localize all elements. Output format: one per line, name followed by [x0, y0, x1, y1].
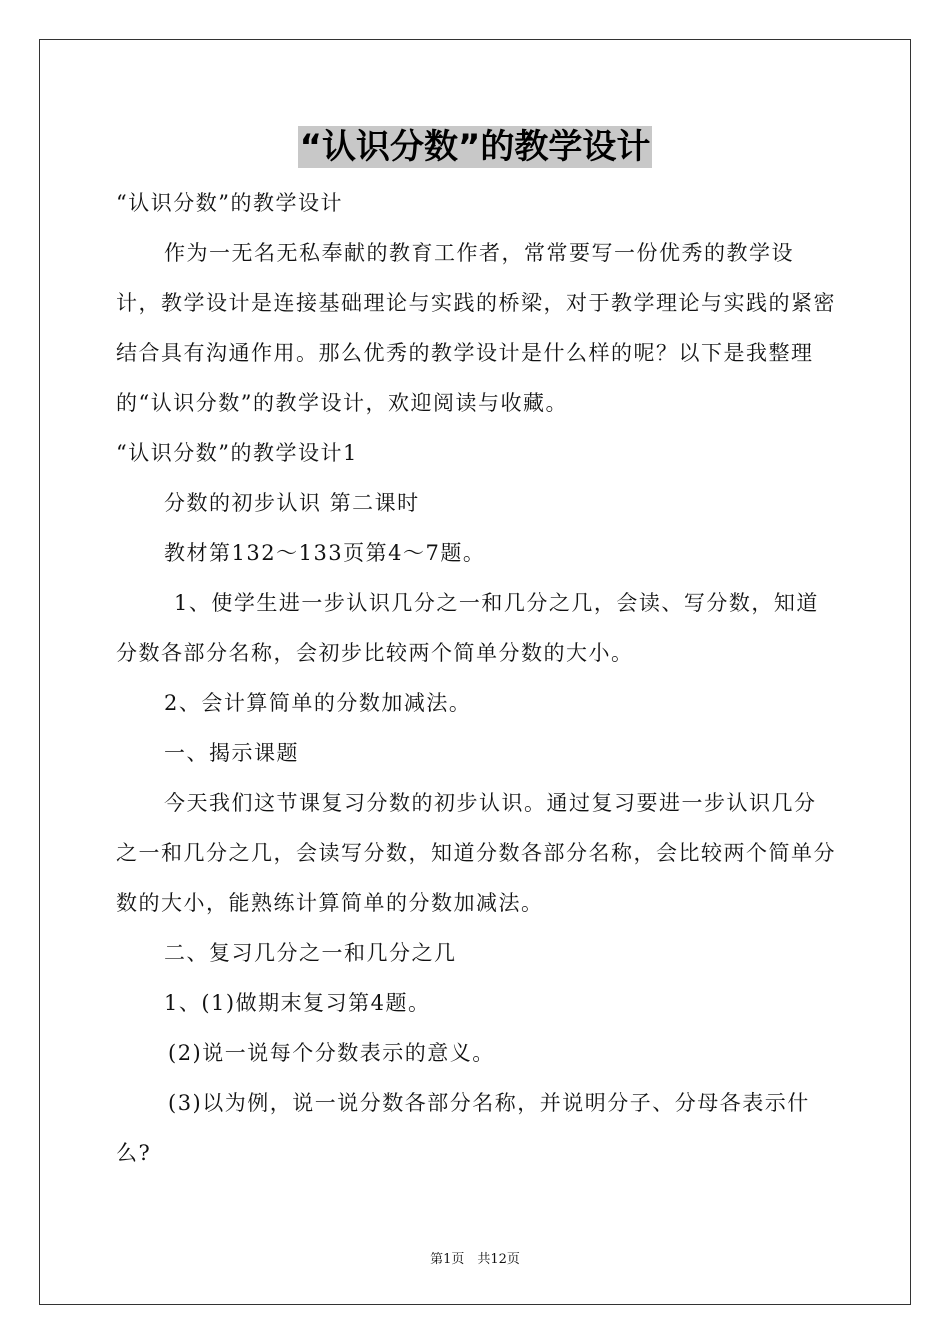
title-container	[0, 126, 950, 168]
document-title: “认识分数”的教学设计	[299, 127, 651, 167]
section-heading: “认识分数”的教学设计1	[116, 441, 358, 465]
paragraph: 今天我们这节课复习分数的初步认识。通过复习要进一步认识几分之一和几分之几，会读写分数，知道分数各部分名称，会比较两个简单分数的大小，能熟练计算简单的分数加减法。	[116, 791, 836, 915]
paragraph: 作为一无名无私奉献的教育工作者，常常要写一份优秀的教学设计，教学设计是连接基础理论与实践的桥梁，对于教学理论与实践的紧密结合具有沟通作用。那么优秀的教学设计是什么样的呢？以下是我整理的“认识分数”的教学设计，欢迎阅读与收藏。	[116, 241, 836, 415]
page-footer: 第1页 共12页	[430, 1252, 520, 1267]
paragraph: 二、复习几分之一和几分之几	[164, 941, 457, 965]
paragraph: “认识分数”的教学设计	[116, 191, 343, 215]
paragraph: 分数的初步认识 第二课时	[164, 491, 420, 515]
paragraph: 1、使学生进一步认识几分之一和几分之几，会读、写分数，知道分数各部分名称，会初步比较两个简单分数的大小。	[116, 591, 819, 665]
paragraph: (2)说一说每个分数表示的意义。	[168, 1041, 495, 1065]
paragraph: (3)以为例，说一说分数各部分名称，并说明分子、分母各表示什么?	[116, 1091, 810, 1165]
paragraph: 教材第132～133页第4～7题。	[164, 541, 486, 565]
document-body	[116, 178, 836, 1178]
paragraph: 1、(1)做期末复习第4题。	[164, 991, 431, 1015]
paragraph: 一、揭示课题	[164, 741, 299, 765]
paragraph: 2、会计算简单的分数加减法。	[164, 691, 472, 715]
